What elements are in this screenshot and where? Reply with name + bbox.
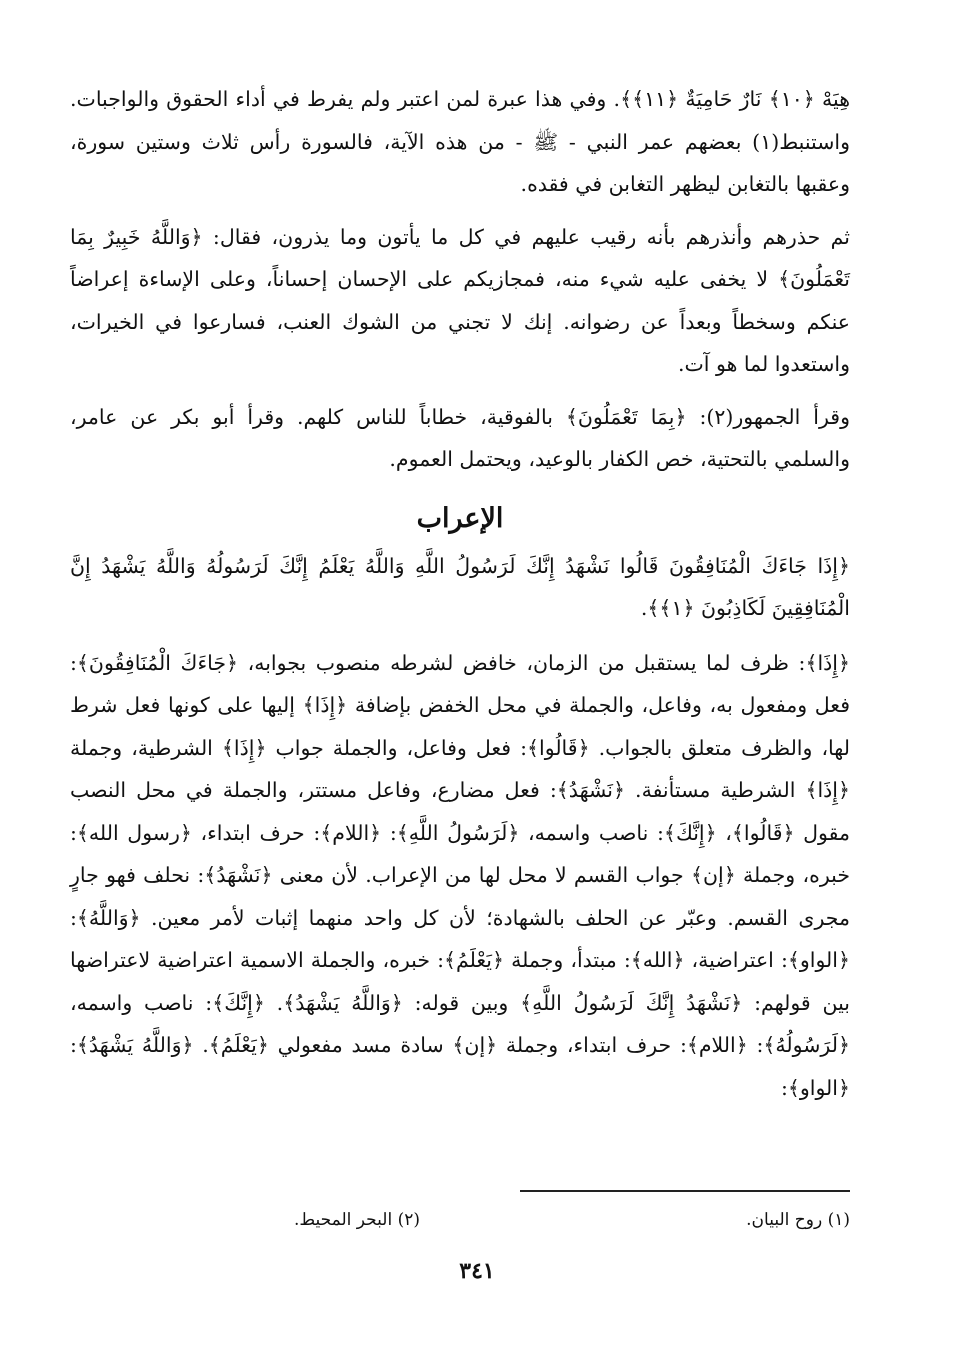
paragraph-irab: ﴿إِذَا﴾: ظرف لما يستقبل من الزمان، خافض لشرطه منصوب بجوابه، ﴿جَاءَكَ الْمُنَافِقُونَ﴾: فعل ومفعول به، وفاعل، والجملة في محل الخفض بإضافة ﴿إِذَا﴾ إليها على كونها فعل شرط لها، والظرف متعلق بالجواب. ﴿قَالُوا﴾: فعل وفاعل، والجملة جواب ﴿إِذَا﴾ الشرطية، وجملة ﴿إِذَا﴾ الشرطية مستأنفة. ﴿نَشْهَدُ﴾: فعل مضارع، وفاعل مستتر، والجملة في محل النصب مقول ﴿قَالُوا﴾، ﴿إِنَّكَ﴾: ناصب واسمه، ﴿لَرَسُولُ اللَّهِ﴾: ﴿اللام﴾: حرف ابتداء، ﴿رسول الله﴾: خبره، وجملة ﴿إن﴾ جواب القسم لا محل لها من الإعراب. لأن معنى ﴿نَشْهَدُ﴾: نحلف فهو جارٍ مجرى القسم. وعبّر عن الحلف بالشهادة؛ لأن كل واحد منهما إثبات لأمر معين. ﴿وَاللَّهُ﴾: ﴿الواو﴾: اعتراضية، ﴿الله﴾: مبتدأ، وجملة ﴿يَعْلَمُ﴾: خبره، والجملة الاسمية اعتراضية لاعتراضها بين قولهم: ﴿نَشْهَدُ إِنَّكَ لَرَسُولُ اللَّهِ﴾ وبين قوله: ﴿وَاللَّهُ يَشْهَدُ﴾. ﴿إِنَّكَ﴾: ناصب واسمه، ﴿لَرَسُولُهُ﴾: ﴿اللام﴾: حرف ابتداء، وجملة ﴿إن﴾ سادة مسد مفعولي ﴿يَعْلَمُ﴾. ﴿وَاللَّهُ يَشْهَدُ﴾: ﴿الواو﴾: (70, 650, 850, 1100)
paragraph-1: هِيَهْ ﴿١٠﴾ نَارٌ حَامِيَةٌ ﴿١١﴾﴾. وفي هذا عبرة لمن اعتبر ولم يفرط في أداء الحقوق والواجبات. واستنبط(١) بعضهم عمر النبي - ﷺ - من هذه الآية، فالسورة رأس ثلاث وستين سورة، وعقبها بالتغابن ليظهر التغابن في فقده. (70, 87, 851, 196)
footnote-divider (520, 1190, 850, 1192)
footnote-1: (١) روح البيان. (746, 1210, 850, 1230)
section-heading: الإعراب (416, 502, 504, 534)
paragraph-2: ثم حذرهم وأنذرهم بأنه رقيب عليهم في كل ما يأتون وما يذرون، فقال: ﴿وَاللَّهُ خَبِيرٌ بِمَا تَعْمَلُونَ﴾ لا يخفى عليه شيء منه، فمجازيكم على الإحسان إحساناً، وعلى الإساءة إعراضاً عنكم وسخطاً وبعداً عن رضوانه. إنك لا تجني من الشوك العنب، فسارعوا في الخيرات، واستعدوا لما هو آت. (70, 224, 850, 376)
paragraph-3: وقرأ الجمهور(٢): ﴿بِمَا تَعْمَلُونَ﴾ بالفوقية، خطاباً للناس كلهم. وقرأ أبو بكر عن عامر، والسلمي بالتحتية، خص الكفار بالوعيد، ويحتمل العموم. (70, 404, 850, 471)
page-body (70, 78, 850, 1109)
quran-verse: ﴿إِذَا جَاءَكَ الْمُنَافِقُونَ قَالُوا نَشْهَدُ إِنَّكَ لَرَسُولُ اللَّهِ وَاللَّهُ يَعْلَمُ إِنَّكَ لَرَسُولُهُ وَاللَّهُ يَشْهَدُ إِنَّ الْمُنَافِقِينَ لَكَاذِبُونَ ﴿١﴾﴾. (70, 553, 850, 620)
page-number: ٣٤١ (459, 1258, 495, 1284)
footnote-2: (٢) البحر المحيط. (294, 1210, 420, 1230)
